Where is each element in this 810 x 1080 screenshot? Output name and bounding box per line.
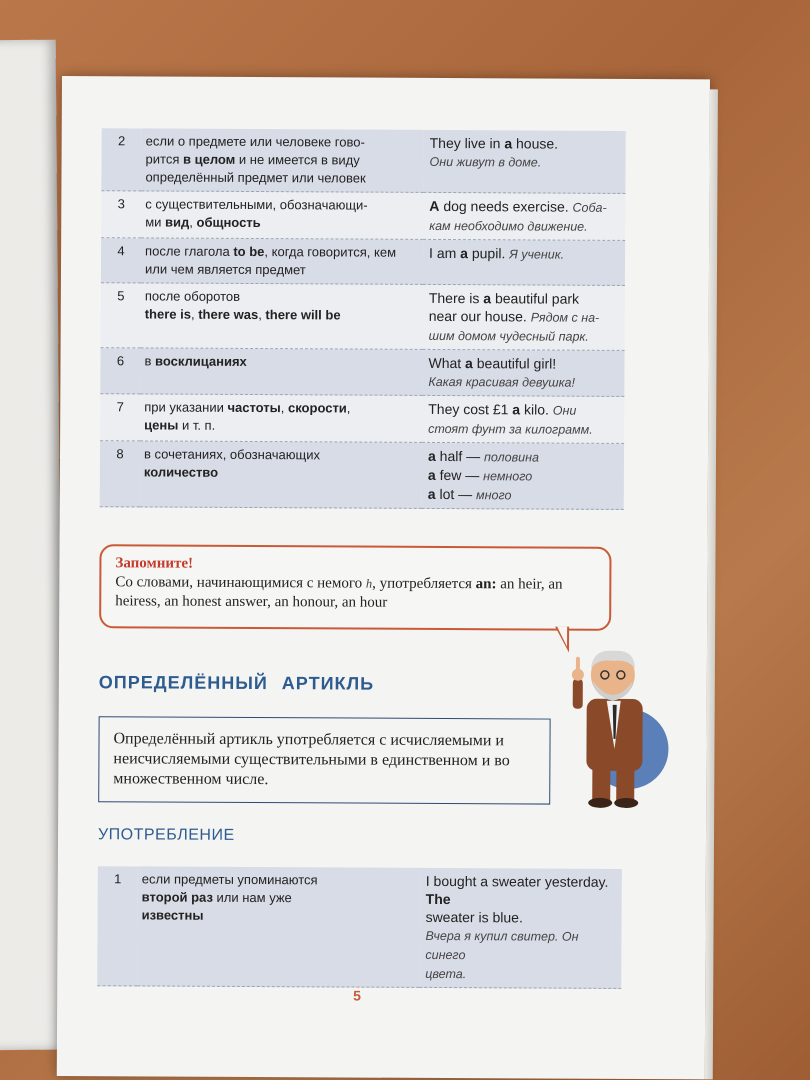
definite-article-usage-table — [97, 866, 622, 989]
example-text: few — — [435, 466, 484, 484]
rule-text: рится — [145, 151, 184, 167]
example-text: dog needs exercise. — [439, 197, 573, 215]
rule-text: ми — [145, 214, 166, 230]
rule-text: there was — [198, 306, 259, 323]
row-number: 8 — [100, 441, 140, 507]
rule-text: , — [346, 400, 351, 416]
example-cell — [423, 284, 625, 350]
rule-text: при указании — [144, 399, 228, 415]
example-text: beautiful park — [491, 290, 580, 307]
rule-text: цены — [144, 417, 179, 433]
row-number: 1 — [97, 866, 138, 986]
example-text: pupil. — [467, 245, 510, 262]
example-text: половина — [484, 450, 539, 465]
table-row — [101, 191, 625, 241]
rule-text: в — [144, 353, 156, 369]
rule-text: вид — [165, 214, 190, 230]
example-text: Какая красивая девушка! — [428, 374, 576, 390]
section-title: ОПРЕДЕЛЁННЫЙ АРТИКЛЬ — [98, 672, 375, 694]
example-text: half — — [435, 447, 485, 465]
remember-text: Со словами, начинающимися с немого — [115, 574, 366, 592]
example-text: немного — [483, 469, 533, 484]
example-text: house. — [512, 135, 559, 152]
remember-callout — [99, 544, 611, 631]
rule-text: there is — [144, 306, 192, 322]
rule-cell — [137, 866, 420, 987]
indefinite-article-usage-table — [100, 128, 626, 510]
rule-text: скорости — [287, 400, 347, 416]
example-cell — [423, 239, 625, 285]
rule-text: в целом — [182, 151, 236, 167]
row-number: 6 — [100, 348, 140, 394]
rule-text: если о предмете или человеке гово- — [145, 133, 365, 150]
remember-text: an: — [475, 576, 497, 593]
page-stack-edge — [705, 89, 718, 1079]
rule-text: , — [189, 214, 197, 230]
table-row — [101, 238, 625, 286]
rule-text: известны — [141, 907, 204, 923]
example-cell — [422, 442, 624, 509]
table-row — [100, 441, 624, 510]
rule-text: , — [280, 400, 289, 416]
row-number: 2 — [101, 128, 141, 191]
example-text: They cost £1 — [428, 400, 513, 418]
rule-cell — [140, 348, 422, 395]
example-text: a — [504, 135, 513, 152]
example-text: Они живут в доме. — [429, 154, 542, 170]
table-row — [101, 128, 625, 193]
rule-text: , — [258, 307, 266, 323]
rule-text: восклицаниях — [155, 353, 247, 369]
example-text: I bought a sweater yesterday. — [425, 872, 609, 890]
professor-mascot-illustration — [558, 639, 669, 810]
example-text: много — [476, 488, 512, 503]
rule-text: , — [190, 306, 199, 322]
remember-text: h — [365, 576, 373, 591]
rule-text: и не имеется в виду определённый предмет или человек — [145, 151, 366, 186]
example-text: Они — [552, 403, 577, 418]
example-text: a — [483, 290, 492, 307]
example-cell — [419, 868, 622, 989]
example-cell — [422, 349, 624, 396]
example-text: a — [427, 485, 436, 502]
example-text: Я ученик. — [509, 247, 565, 262]
example-text: Вчера я купил свитер. Он синего — [425, 928, 579, 963]
rule-text: there will be — [265, 307, 341, 323]
example-text: There is — [428, 289, 484, 307]
usage-subtitle: УПОТРЕБЛЕНИЕ — [97, 826, 235, 844]
rule-cell — [141, 128, 423, 192]
rule-cell — [140, 441, 422, 508]
example-text: What — [428, 354, 466, 372]
remember-text: , употребляется — [372, 575, 476, 593]
rule-text: в сочетаниях, обозначающих — [143, 446, 321, 463]
left-page-edge — [0, 40, 64, 1051]
rule-text: если предметы упоминаются — [141, 871, 318, 888]
book-page — [57, 76, 710, 1079]
row-number: 3 — [101, 191, 141, 238]
page-number: 5 — [353, 987, 362, 1004]
example-cell — [423, 192, 625, 240]
example-text: a — [460, 245, 469, 262]
rule-text: после глагола — [145, 243, 234, 259]
example-text: They live in — [429, 134, 505, 152]
rule-text: или нам уже — [212, 889, 292, 906]
table-row — [100, 394, 624, 444]
rule-text: количество — [143, 464, 219, 480]
rule-text: частоты — [227, 399, 281, 416]
table-row — [100, 348, 624, 397]
example-text: I am — [429, 244, 461, 262]
rule-cell — [140, 394, 422, 442]
example-cell — [423, 130, 625, 194]
rule-cell — [141, 283, 423, 349]
rule-text: и т. п. — [178, 417, 216, 433]
example-text: The — [425, 890, 451, 908]
example-text: Соба- — [572, 200, 607, 215]
example-text: kilo. — [520, 401, 553, 418]
table-row — [101, 283, 625, 351]
remember-title: Запомните! — [115, 555, 194, 572]
remember-text — [115, 573, 595, 614]
row-number: 4 — [101, 238, 141, 283]
remember-text: an heir, an heiress, an honest answer, an honour, an hour — [115, 576, 563, 611]
row-number: 7 — [100, 394, 140, 441]
example-text: Рядом с на- — [530, 310, 600, 325]
rule-text: , когда говорится, кем или чем является предмет — [144, 244, 397, 278]
row-number: 5 — [101, 283, 141, 348]
example-text: кам необходимо движение. — [429, 218, 588, 234]
rule-text: общность — [196, 214, 261, 231]
example-text: near our house. — [428, 307, 531, 325]
rule-text: to be — [233, 243, 265, 260]
rule-text: второй раз — [141, 889, 213, 905]
rule-text: с существительными, обозначающи- — [145, 196, 368, 213]
rule-cell — [141, 191, 423, 239]
example-text: lot — — [435, 485, 477, 503]
definition-box: Определённый артикль употребляется с исчисляемыми и неисчисляемыми существительными в единственном и во множественном числе. — [98, 716, 550, 804]
rule-cell — [141, 238, 423, 284]
example-text: стоят фунт за килограмм. — [428, 421, 593, 437]
example-text: a — [512, 401, 521, 418]
example-text: шим домом чудесный парк. — [428, 328, 589, 344]
table-row — [97, 866, 622, 988]
rule-text: после оборотов — [144, 288, 241, 304]
example-text: a — [427, 466, 436, 483]
example-text: A — [429, 197, 440, 214]
example-text: цвета. — [425, 966, 467, 982]
example-text: sweater is blue. — [425, 908, 523, 926]
example-text: beautiful girl! — [472, 355, 557, 372]
example-cell — [422, 395, 624, 443]
example-text: a — [427, 447, 436, 464]
example-text: a — [465, 355, 473, 372]
